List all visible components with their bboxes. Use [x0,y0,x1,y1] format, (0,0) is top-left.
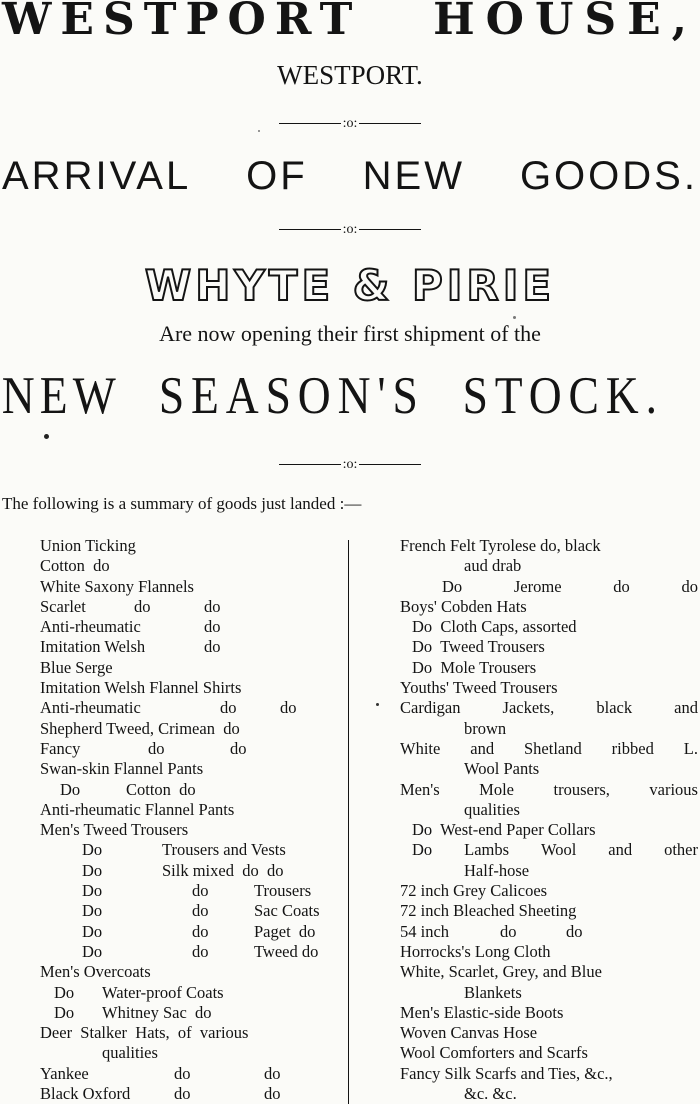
list-item-text: do [566,921,583,941]
ink-speck [44,434,49,439]
list-item-text: Jerome [513,576,562,596]
list-item [400,800,698,820]
list-item [40,577,342,597]
list-item-text: do [192,941,209,961]
list-item-text: Half-hose [464,860,530,880]
store-name-word: WESTPORT [2,0,362,45]
list-item-text: do [613,576,630,596]
list-item-text: Cotton do [40,556,110,576]
list-item-text: Do [54,1002,75,1022]
ornamental-divider [0,116,700,132]
ornamental-divider [0,222,700,238]
list-item [400,1023,698,1043]
list-item-text: Cardigan [400,698,461,718]
list-item [40,759,342,779]
list-item-text: do [264,1063,281,1083]
list-item [400,536,698,556]
list-item-text: do [134,596,151,616]
list-item-text: Do [82,881,103,901]
list-item-text: Woven Canvas Hose [400,1023,538,1043]
list-item [40,556,342,576]
list-item-text: Sac Coats [254,901,320,921]
list-item-text: Silk mixed do do [162,860,284,880]
list-item-text: do [174,1063,191,1083]
list-item-text: Trousers and Vests [162,840,286,860]
list-item [400,1064,698,1084]
list-item-text: Trousers [254,881,312,901]
list-item-text: Yankee [40,1063,89,1083]
list-item-text: other [664,840,698,860]
list-item-text: Deer Stalker Hats, of various [40,1023,249,1043]
store-name-word: HOUSE, [433,0,698,45]
list-item-text: qualities [102,1043,158,1063]
list-item-text: White [400,738,441,758]
list-item-text: 72 inch Bleached Sheeting [400,901,577,921]
list-item [400,637,698,657]
list-item-text: Swan-skin Flannel Pants [40,759,204,779]
list-item-text: 54 inch [400,921,450,941]
list-item [40,1003,342,1023]
season-word: SEASON'S [158,367,425,425]
list-item-text: Blue Serge [40,657,113,677]
list-item-text: do [500,921,517,941]
list-item-text: Men's Overcoats [40,962,151,982]
list-item-text: do [192,901,209,921]
list-item-text: black [596,698,633,718]
list-item-text: do [192,921,209,941]
list-item-text: Whitney Sac do [102,1002,212,1022]
list-item-text: Do [442,576,463,596]
list-item-text: Jackets, [502,698,555,718]
list-item-text: various [649,779,698,799]
list-item [400,820,698,840]
list-item-text: Imitation Welsh Flannel Shirts [40,678,242,698]
list-item [40,983,342,1003]
list-item-text: Do Tweed Trousers [412,637,545,657]
list-item [400,1003,698,1023]
goods-list-right [400,536,698,1104]
list-item [40,637,342,657]
list-item-text: Do [82,901,103,921]
list-item-text: Anti-rheumatic [40,698,141,718]
list-item-text: Imitation Welsh [40,637,146,657]
list-item-text: Blankets [464,982,522,1002]
list-item-text: Anti-rheumatic [40,617,141,637]
list-item-text: &c. &c. [464,1084,517,1104]
list-item-text: Do West-end Paper Collars [412,820,596,840]
divider-text: :o: [342,457,358,472]
list-item-text: Do Mole Trousers [412,657,537,677]
firm-name [0,262,700,312]
list-item [400,577,698,597]
list-item [400,678,698,698]
list-item-text: Do [82,921,103,941]
list-item [40,719,342,739]
list-item-text: Do [412,840,433,860]
list-item [40,901,342,921]
list-item-text: Fancy Silk Scarfs and Ties, &c., [400,1063,613,1083]
list-item [40,1043,342,1063]
list-item [400,962,698,982]
list-item [400,861,698,881]
list-item [40,658,342,678]
list-item [400,597,698,617]
list-item-text: aud drab [464,556,522,576]
list-item-text: Men's Elastic-side Boots [400,1002,564,1022]
list-item [40,820,342,840]
list-item [400,881,698,901]
season-word: NEW [1,367,121,425]
list-item [400,901,698,921]
list-item-text: Do Cloth Caps, assorted [412,617,577,637]
list-item-text: Anti-rheumatic Flannel Pants [40,799,235,819]
list-item-text: do [264,1084,281,1104]
list-item-text: do [204,637,221,657]
list-item-text: Lambs [464,840,510,860]
list-item [40,739,342,759]
list-item-text: Union Ticking [40,536,136,555]
list-item [40,597,342,617]
list-item [40,698,342,718]
list-item-text: do [192,881,209,901]
list-item [400,983,698,1003]
list-item-text: Scarlet [40,596,86,616]
goods-list-left [40,536,342,1104]
list-item [400,922,698,942]
list-item-text: Cotton do [126,779,196,799]
list-item [400,759,698,779]
list-item-text: Youths' Tweed Trousers [400,678,558,698]
list-item [400,617,698,637]
list-item-text: French Felt Tyrolese do, black [400,536,601,555]
firm-name-text: WHYTE & PIRIE [144,261,556,310]
list-item-text: Do [82,941,103,961]
list-item [40,1084,342,1104]
list-item [400,1084,698,1104]
list-item-text: Mole [479,779,514,799]
column-divider [348,540,349,1104]
list-item-text: do [230,738,247,758]
list-item-text: Water-proof Coats [102,982,224,1002]
list-item-text: Men's [400,779,440,799]
list-item-text: Do [60,779,81,799]
list-item-text: do [148,738,165,758]
list-item [40,780,342,800]
list-item-text: Shetland [524,738,582,758]
list-item [40,678,342,698]
arrival-word: NEW [362,154,465,198]
arrival-heading [0,154,700,198]
list-item-text: Wool Comforters and Scarfs [400,1043,588,1063]
list-item-text: L. [683,738,698,758]
list-item-text: Black Oxford [40,1084,131,1104]
list-item-text: Fancy [40,738,81,758]
list-item [400,942,698,962]
list-item-text: Tweed do [254,941,319,961]
arrival-word: GOODS. [519,154,698,198]
list-item [40,881,342,901]
list-item-text: do [220,698,237,718]
list-item-text: Paget do [254,921,316,941]
opening-line: Are now opening their first shipment of the [159,321,541,346]
list-item-text: Do [82,840,103,860]
list-item [400,739,698,759]
list-item-text: Wool [541,840,577,860]
list-item [40,840,342,860]
list-item-text: 72 inch Grey Calicoes [400,881,548,901]
list-item [400,1043,698,1063]
list-item-text: do [280,698,297,718]
list-item-text: Horrocks's Long Cloth [400,941,551,961]
list-item [40,861,342,881]
season-heading [0,366,700,426]
list-item [40,1064,342,1084]
list-item-text: Do [82,860,103,880]
list-item [400,658,698,678]
list-item [40,617,342,637]
list-item [40,800,342,820]
summary-intro: The following is a summary of goods just landed :— [2,494,362,513]
list-item-text: do [204,617,221,637]
list-item [400,719,698,739]
town-name: WESTPORT. [277,60,423,90]
list-item [40,962,342,982]
arrival-word: OF [246,154,308,198]
list-item-text: do [174,1084,191,1104]
list-item-text: ribbed [611,738,654,758]
list-item-text: trousers, [553,779,610,799]
list-item-text: Men's Tweed Trousers [40,820,189,840]
list-item [40,536,342,556]
list-item-text: Shepherd Tweed, Crimean do [40,718,240,738]
ink-speck [513,316,516,319]
list-item-text: White, Scarlet, Grey, and Blue [400,962,602,982]
divider-text: :o: [342,116,358,131]
ornamental-divider [0,457,700,473]
list-item-text: and [674,698,698,718]
store-name [0,0,700,45]
list-item-text: Do [54,982,75,1002]
list-item [40,1023,342,1043]
list-item [40,942,342,962]
list-item [400,780,698,800]
season-word: STOCK. [462,367,664,425]
list-item [400,556,698,576]
list-item-text: and [470,738,495,758]
list-item [400,840,698,860]
ink-speck [376,703,379,706]
list-item-text: White Saxony Flannels [40,576,194,596]
ink-speck [258,130,260,132]
list-item-text: do [204,596,221,616]
list-item [400,698,698,718]
arrival-word: ARRIVAL [2,154,192,198]
list-item-text: and [608,840,633,860]
list-item-text: Boys' Cobden Hats [400,596,527,616]
list-item-text: Wool Pants [464,759,540,779]
list-item-text: brown [464,718,507,738]
list-item-text: qualities [464,799,520,819]
list-item [40,922,342,942]
divider-text: :o: [342,222,358,237]
list-item-text: do [681,576,698,596]
